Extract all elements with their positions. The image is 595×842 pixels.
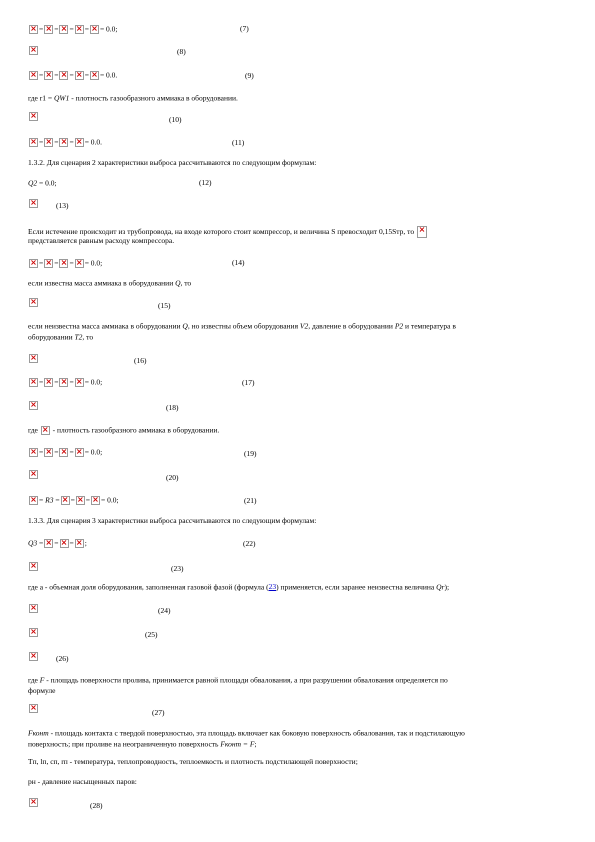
- broken-image-icon: [29, 604, 38, 613]
- equation-13: [28, 198, 39, 208]
- broken-image-icon: [44, 259, 53, 268]
- equation-number-17: (17): [242, 378, 255, 387]
- broken-image-icon: [29, 448, 38, 457]
- equation-19: ×=× =× =× = 0.0;: [28, 447, 102, 457]
- equation-number-11: (11): [232, 138, 245, 147]
- broken-image-icon: [29, 401, 38, 410]
- equation-28: [28, 797, 39, 807]
- equation-number-23: (23): [171, 564, 184, 573]
- surface-properties-definition: Tп, lп, cп, rп - температура, теплопроводность, теплоемкость и плотность подстилающей поверхности;: [28, 757, 358, 766]
- broken-image-icon: [61, 496, 70, 505]
- density-definition: где × - плотность газообразного аммиака в оборудовании.: [28, 425, 219, 435]
- broken-image-icon: [44, 25, 53, 34]
- broken-image-icon: [29, 354, 38, 363]
- broken-image-icon: [29, 25, 38, 34]
- saturated-pressure-definition: pн - давление насыщенных паров:: [28, 777, 137, 786]
- broken-image-icon: [59, 71, 68, 80]
- equation-number-7: (7): [240, 24, 249, 33]
- broken-image-icon: [90, 71, 99, 80]
- broken-image-icon: [29, 496, 38, 505]
- broken-image-icon: [29, 628, 38, 637]
- fcont-definition-line2: поверхность; при проливе на неограниченную поверхность Fконт = F;: [28, 739, 257, 749]
- equation-25: [28, 627, 39, 637]
- equation-17: ×=× =× =× = 0.0;: [28, 377, 102, 387]
- equation-11: ×=× =× =× = 0.0.: [28, 137, 102, 147]
- equation-number-28: (28): [90, 801, 103, 810]
- fcont-definition-line1: Fконт - площадь контакта с твердой поверхностью, эта площадь включает как боковую поверхность обвалования, так и подстилающую: [28, 728, 465, 738]
- equation-number-22: (22): [243, 539, 256, 548]
- equation-10: [28, 111, 39, 121]
- equation-number-16: (16): [134, 356, 147, 365]
- equation-number-8: (8): [177, 47, 186, 56]
- broken-image-icon: [59, 25, 68, 34]
- equation-16: [28, 353, 39, 363]
- broken-image-icon: [60, 539, 69, 548]
- equation-number-12: (12): [199, 178, 212, 187]
- broken-image-icon: [59, 378, 68, 387]
- equation-number-21: (21): [244, 496, 257, 505]
- broken-image-icon: [29, 199, 38, 208]
- equation-number-27: (27): [152, 708, 165, 717]
- equation-27: [28, 703, 39, 713]
- equation-9: ×=× =× =× =× = 0.0.: [28, 70, 117, 80]
- broken-image-icon: [417, 226, 427, 238]
- equation-20: [28, 469, 39, 479]
- equation-8: [28, 45, 39, 55]
- equation-number-13: (13): [56, 201, 69, 210]
- broken-image-icon: [29, 298, 38, 307]
- broken-image-icon: [29, 470, 38, 479]
- equation-number-24: (24): [158, 606, 171, 615]
- formula-23-link[interactable]: 23: [268, 582, 277, 591]
- section-1-3-3: 1.3.3. Для сценария 3 характеристики выброса рассчитываются по следующим формулам:: [28, 516, 317, 525]
- mass-known-condition: если известна масса аммиака в оборудовании Q, то: [28, 278, 192, 288]
- equation-18: [28, 400, 39, 410]
- broken-image-icon: [76, 496, 85, 505]
- equation-number-25: (25): [145, 630, 158, 639]
- broken-image-icon: [29, 112, 38, 121]
- broken-image-icon: [44, 71, 53, 80]
- equation-26: [28, 651, 39, 661]
- broken-image-icon: [59, 138, 68, 147]
- broken-image-icon: [29, 46, 38, 55]
- equation-12: Q2 = 0.0;: [28, 178, 57, 188]
- equation-21: ×= R3 =× =× =× = 0.0;: [28, 495, 119, 505]
- broken-image-icon: [29, 71, 38, 80]
- broken-image-icon: [91, 496, 100, 505]
- broken-image-icon: [75, 448, 84, 457]
- mass-unknown-condition-line1: если неизвестна масса аммиака в оборудовании Q, но известны объем оборудования V2, давление в оборудовании P2 и температура в: [28, 321, 456, 331]
- pipeline-condition-line1: Если истечение происходит из трубопровода, на входе которого стоит компрессор, и величина S превосходит 0,15Sтр, то ×: [28, 226, 428, 238]
- equation-number-19: (19): [244, 449, 257, 458]
- section-1-3-2: 1.3.2. Для сценария 2 характеристики выброса рассчитываются по следующим формулам:: [28, 158, 317, 167]
- broken-image-icon: [59, 448, 68, 457]
- broken-image-icon: [44, 448, 53, 457]
- broken-image-icon: [75, 259, 84, 268]
- pipeline-condition-line2: представляется равным расходу компрессора.: [28, 236, 175, 245]
- broken-image-icon: [75, 71, 84, 80]
- broken-image-icon: [44, 138, 53, 147]
- equation-24: [28, 603, 39, 613]
- equation-number-14: (14): [232, 258, 245, 267]
- broken-image-icon: [29, 798, 38, 807]
- broken-image-icon: [29, 138, 38, 147]
- equation-number-20: (20): [166, 473, 179, 482]
- f-definition-line2: формуле: [28, 686, 56, 695]
- equation-number-9: (9): [245, 71, 254, 80]
- broken-image-icon: [44, 539, 53, 548]
- broken-image-icon: [75, 378, 84, 387]
- broken-image-icon: [75, 25, 84, 34]
- broken-image-icon: [41, 426, 50, 435]
- broken-image-icon: [29, 378, 38, 387]
- equation-number-18: (18): [166, 403, 179, 412]
- equation-15: [28, 297, 39, 307]
- equation-22: Q3 =× =× =× ;: [28, 538, 87, 548]
- equation-23: [28, 561, 39, 571]
- equation-number-26: (26): [56, 654, 69, 663]
- broken-image-icon: [29, 704, 38, 713]
- equation-number-15: (15): [158, 301, 171, 310]
- r1-definition: где r1 = QW1 - плотность газообразного аммиака в оборудовании.: [28, 93, 238, 103]
- broken-image-icon: [44, 378, 53, 387]
- mass-unknown-condition-line2: оборудовании T2, то: [28, 332, 94, 342]
- equation-number-10: (10): [169, 115, 182, 124]
- equation-14: ×=× =× =× = 0.0;: [28, 258, 102, 268]
- broken-image-icon: [75, 138, 84, 147]
- alpha-definition: где a - объемная доля оборудования, заполненная газовой фазой (формула (23) применяется, если заранее неизвестна величина Qr);: [28, 582, 450, 592]
- broken-image-icon: [59, 259, 68, 268]
- f-definition-line1: где F - площадь поверхности пролива, принимается равной площади обвалования, а при разрушении обвалования определяется по: [28, 675, 448, 685]
- broken-image-icon: [29, 562, 38, 571]
- broken-image-icon: [90, 25, 99, 34]
- broken-image-icon: [75, 539, 84, 548]
- broken-image-icon: [29, 652, 38, 661]
- broken-image-icon: [29, 259, 38, 268]
- equation-7: ×=× =× =× =× = 0.0;: [28, 24, 118, 34]
